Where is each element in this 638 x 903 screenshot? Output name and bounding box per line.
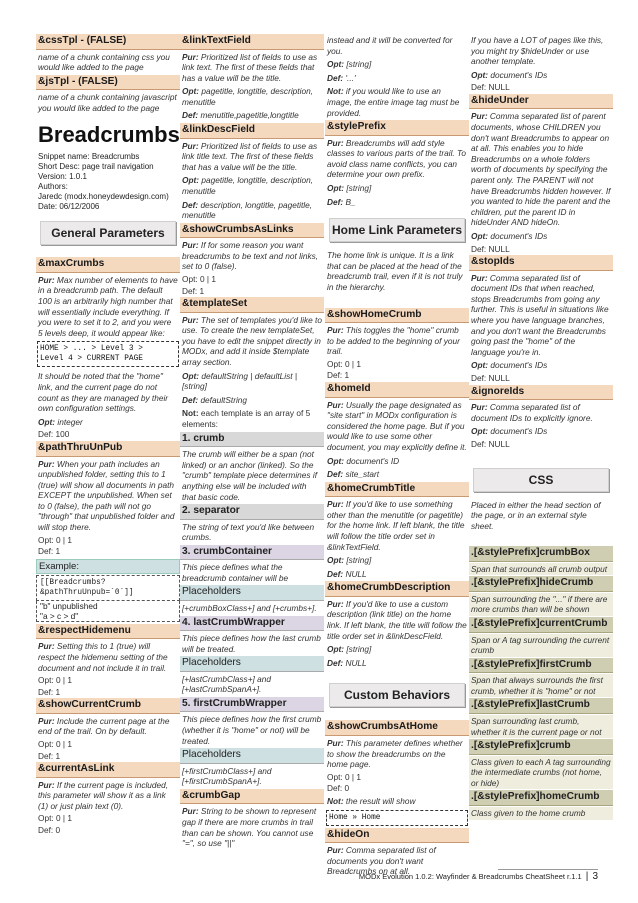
- column-4: [469, 34, 613, 821]
- placeholders-head: Placeholders: [180, 656, 324, 672]
- showcrumbsathome-opt: Opt: 0 | 1: [327, 771, 361, 782]
- pur-label: Pur:: [327, 737, 344, 748]
- showcurrent-def: Def: 1: [38, 750, 61, 761]
- param-head-linkdescfield: &linkDescField: [180, 123, 324, 139]
- showhomecrumb-opt: Opt: 0 | 1: [327, 358, 361, 369]
- pur-label: Pur:: [327, 325, 344, 336]
- placeholders-head: Placeholders: [180, 748, 324, 764]
- stopids-def: Def: NULL: [471, 373, 510, 384]
- param-head-linktextfield: &linkTextField: [180, 34, 324, 50]
- code-sample-maxcrumbs: HOME > ... > Level 3 > Level 4 > CURRENT PAGE: [37, 341, 179, 367]
- section-title-custom-behaviors: Custom Behaviors: [329, 683, 465, 707]
- css-class-head: .[&stylePrefix]crumbBox: [469, 546, 613, 562]
- pur-label: Pur:: [182, 314, 199, 325]
- pur-label: Pur:: [182, 806, 199, 817]
- templateset-note: [180, 407, 324, 430]
- footer: [359, 871, 598, 882]
- homecrumbdesc-def: [325, 657, 469, 670]
- template-head-separator: 2. separator: [180, 504, 324, 520]
- homecrumbdesc-opt: [325, 643, 469, 656]
- opt-label: Opt:: [182, 175, 200, 186]
- param-body-templateset: [180, 314, 324, 369]
- param-head-showcurrentcrumb: &showCurrentCrumb: [36, 698, 180, 714]
- param-body-crumbgap: [180, 805, 324, 849]
- opt-label: Opt:: [327, 59, 345, 70]
- param-head-currentaslink: &currentAsLink: [36, 762, 180, 778]
- param-body-linktextfield: [180, 51, 324, 85]
- hideon-opt-value: document's IDs: [488, 69, 548, 80]
- css-class-desc: Class given to the home crumb: [469, 807, 613, 820]
- def-label: Def:: [327, 568, 344, 579]
- meta-line: Authors:: [38, 182, 68, 192]
- maxcrumbs-note: It should be noted that the "home" link, and the current page do not count as they are managed by their own configuration settings.: [38, 371, 169, 414]
- maxcrumbs-text: Max number of elements to have in a breadcrumb path. The default 100 is an arbitrarily high number that will essentially include everything. If you were to set it to 2, and you were 5 levels deep, it would appear like:: [38, 274, 178, 338]
- meta-line: Jaredc (modx.honeydewdesign.com): [38, 192, 169, 202]
- crumbgap-note-text: if you would like to use an image, the entire image tag must be provided.: [327, 86, 460, 118]
- homecrumbtitle-opt: [325, 554, 469, 567]
- param-body-currentaslink: [36, 779, 180, 813]
- def-label: Def:: [327, 657, 344, 668]
- opt-label: Opt:: [182, 86, 200, 97]
- code-sample-home: Home » Home: [326, 810, 468, 826]
- param-body-homecrumbdescription: [325, 598, 469, 642]
- crumbgap-def-value: '...': [343, 72, 356, 83]
- param-head-paththru: &pathThruUnPub: [36, 441, 180, 457]
- meta-line: Snippet name: Breadcrumbs: [38, 152, 140, 162]
- template-body-crumb: The crumb will either be a span (not linked) or an anchor (linked). So the "crumb" template piece determines if anything else will be included with that basic code.: [182, 449, 318, 502]
- param-body-showhomecrumb: [325, 324, 469, 358]
- param-body-showcrumbsaslinks: [180, 239, 324, 273]
- opt-label: Opt:: [471, 426, 489, 437]
- paththru-def: Def: 1: [38, 546, 61, 557]
- footer-separator: |: [585, 871, 589, 882]
- param-head-respecthidemenu: &respectHidemenu: [36, 624, 180, 640]
- css-class-head: .[&stylePrefix]hideCrumb: [469, 576, 613, 592]
- linkdescfield-def-value: description, longtitle, pagetitle, menutitle: [182, 199, 313, 221]
- hideunder-opt-value: document's IDs: [488, 231, 548, 241]
- meta-line: Date: 06/12/2006: [38, 202, 100, 212]
- pur-label: Pur:: [471, 111, 488, 122]
- param-body-showcrumbsathome: [325, 737, 469, 771]
- opt-label: Opt:: [327, 455, 345, 466]
- param-head-maxcrumbs: &maxCrumbs: [36, 257, 180, 273]
- column-2: [180, 34, 324, 851]
- css-class-desc: Span surrounding the "..." if there are more crumbs than will be shown: [469, 593, 613, 616]
- css-class-desc: Span surrounding last crumb, whether it is the current page or not: [469, 715, 613, 738]
- linktextfield-def: [180, 109, 324, 122]
- param-head-stopids: &stopIds: [469, 255, 613, 271]
- hideunder-text: Comma separated list of parent documents, whose CHILDREN you don't want Breadcrumbs to appear on at all. This enables you to hide Breadcrumbs on a whole folders worth of documents by specifying the parent only. The PARENT will not have Breadcrumbs hidden however. If you wanted to hide the parent and the children, put the parent ID in hideUnder AND hideOn.: [471, 111, 611, 228]
- param-head-hideon: &hideOn: [325, 828, 469, 844]
- showcrumbsaslinks-text: If for some reason you want breadcrumbs to be text and not links, set to 0 (false).: [182, 240, 319, 272]
- templateset-note-text: each template is an array of 5 elements:: [182, 408, 311, 430]
- template-head-crumb: 1. crumb: [180, 432, 324, 448]
- hideon-text: Comma separated list of documents you don't want Breadcrumbs on at all.: [327, 845, 436, 877]
- def-label: Def:: [182, 199, 199, 210]
- homecrumbdesc-opt-value: [string]: [344, 644, 372, 655]
- not-label: Not:: [327, 86, 344, 97]
- param-body-maxcrumbs: [36, 274, 180, 340]
- param-body-respecthidemenu: [36, 640, 180, 674]
- footer-rule: [498, 869, 598, 870]
- styleprefix-def-value: B_: [343, 196, 356, 207]
- opt-label: Opt:: [327, 555, 345, 566]
- templateset-def: [180, 394, 324, 407]
- homeid-opt: [325, 455, 469, 468]
- opt-label: Opt:: [471, 231, 489, 241]
- pur-label: Pur:: [182, 140, 199, 151]
- showcrumbsathome-note: [325, 795, 469, 808]
- template-head-crumbcontainer: 3. crumbContainer: [180, 545, 324, 561]
- param-body-linkdescfield: [180, 140, 324, 174]
- param-body-homecrumbtitle: [325, 498, 469, 553]
- crumbgap-def: [325, 72, 469, 85]
- pur-label: Pur:: [327, 598, 344, 609]
- placeholders-body: [+crumbBoxClass+] and [+crumbs+].: [182, 602, 317, 613]
- ignoreids-text: Comma separated list of document IDs to explicitly ignore.: [471, 402, 593, 423]
- placeholders-body: [+firstCrumbClass+] and [+firstCrumbSpanA+].: [182, 765, 272, 787]
- hideunder-def: Def: NULL: [471, 243, 510, 254]
- param-head-homecrumbdescription: &homeCrumbDescription: [325, 581, 469, 597]
- hideon-def: Def: NULL: [471, 82, 510, 93]
- homecrumbtitle-def-value: NULL: [343, 568, 367, 579]
- section-title-css: CSS: [473, 468, 609, 492]
- styleprefix-text: Breadcrumbs will add style classes to various parts of the trail. To avoid class name conflicts, you can determine your own prefix.: [327, 137, 466, 180]
- pur-label: Pur:: [327, 499, 344, 510]
- homeid-def-value: site_start: [343, 469, 380, 480]
- param-head-homecrumbtitle: &homeCrumbTitle: [325, 482, 469, 498]
- css-class-head: .[&stylePrefix]lastCrumb: [469, 698, 613, 714]
- homeid-def: [325, 468, 469, 481]
- css-desc: Placed in either the head section of the page, or in an external style sheet.: [471, 499, 601, 531]
- stopids-opt: [469, 359, 613, 372]
- css-class-desc: Span or A tag surrounding the current crumb: [469, 634, 613, 657]
- footer-text: MODx Evolution 1.0.2: Wayfinder & Breadcrumbs CheatSheet r.1.1: [358, 872, 582, 881]
- example-code: [[Breadcrumbs? &pathThruUnpub=`0`]]: [36, 575, 180, 601]
- opt-label: Opt:: [327, 183, 345, 194]
- maxcrumbs-opt-value: integer: [57, 416, 83, 427]
- linkdescfield-text: Prioritized list of fields to use as link title text. The first of these fields that has a value will be the title.: [182, 140, 318, 172]
- template-head-lastcrumbwrapper: 4. lastCrumbWrapper: [180, 616, 324, 632]
- note-label: Not:: [182, 408, 199, 419]
- currentaslink-text: If the current page is included, this parameter will show it as a link (1) or just plain text (0).: [38, 779, 169, 811]
- opt-label: Opt:: [38, 416, 56, 427]
- pur-label: Pur:: [38, 779, 55, 790]
- param-body-paththru: [36, 458, 180, 534]
- template-body-firstcrumbwrapper: This piece defines how the first crumb (whether it is "home" or not) will be treated.: [182, 714, 322, 746]
- showhomecrumb-text: This toggles the "home" crumb to be added to the beginning of your trail.: [327, 325, 460, 357]
- param-head-templateset: &templateSet: [180, 297, 324, 313]
- param-head-jstpl: &jsTpl - (FALSE): [36, 75, 180, 91]
- styleprefix-def: [325, 196, 469, 209]
- styleprefix-opt: [325, 182, 469, 195]
- crumbgap-note: [325, 85, 469, 119]
- param-head-homeid: &homeId: [325, 382, 469, 398]
- stopids-text: Comma separated list of document IDs that when reached, stops Breadcrumbs from going any further. This is useful in situations like where you have language branches, and you don't want the Breadcrumbs going past the "home" of the language you're in.: [471, 272, 609, 357]
- crumbgap-opt-value: [string]: [344, 59, 372, 70]
- currentaslink-def: Def: 0: [38, 825, 61, 836]
- homeid-text: Usually the page designated as "site start" in MODx configuration is considered the home page. But if you would like to use some other document, you may explicitly define it.: [327, 399, 467, 452]
- crumbgap-continued: instead and it will be converted for you.: [327, 35, 453, 56]
- pur-label: Pur:: [182, 51, 199, 62]
- param-body-ignoreids: [469, 401, 613, 424]
- linktextfield-def-value: menutitle,pagetitle,longtitle: [198, 110, 299, 121]
- templateset-opt: [180, 370, 324, 393]
- pur-label: Pur:: [327, 399, 344, 410]
- linktextfield-text: Prioritized list of fields to use as link text. The first of these fields that has a value will be the title.: [182, 51, 318, 83]
- homecrumbtitle-opt-value: [string]: [344, 555, 372, 566]
- linkdescfield-opt-value: pagetitle, longtitle, description, menutitle: [182, 175, 313, 196]
- section-title-general: General Parameters: [40, 221, 176, 245]
- meta-line: Short Desc: page trail navigation: [38, 162, 154, 172]
- def-label: Def:: [182, 110, 199, 121]
- template-body-separator: The string of text you'd like between crumbs.: [182, 521, 315, 543]
- pur-label: Pur:: [471, 402, 488, 413]
- param-body-stopids: [469, 272, 613, 359]
- hideon-continued: If you have a LOT of pages like this, you might try $hideUnder or use another template.: [471, 35, 604, 67]
- css-class-head: .[&stylePrefix]currentCrumb: [469, 617, 613, 633]
- param-body-jstpl: name of a chunk containing javascript you would like added to the page: [38, 92, 177, 113]
- paththru-text: When your path includes an unpublished folder, setting this to 1 (true) will show all documents in path EXCEPT the unpublished. When set to 0 (false), the path will not go "through" that unpublished folder and will stop there.: [38, 458, 175, 533]
- maxcrumbs-opt: [36, 416, 180, 429]
- param-head-showhomecrumb: &showHomeCrumb: [325, 308, 469, 324]
- crumbgap-text: String to be shown to represent gap if there are more crumbs in trail than can be shown. You cannot use "=", so use "||": [182, 806, 317, 849]
- opt-label: Opt:: [182, 370, 200, 381]
- example-label: Example:: [39, 560, 79, 572]
- home-link-desc: The home link is unique. It is a link that can be placed at the head of the breadcrumb trail, even if it is not truly in the hierarchy.: [327, 250, 463, 292]
- pur-label: Pur:: [38, 458, 55, 469]
- def-label: Def:: [327, 72, 344, 83]
- paththru-opt: Opt: 0 | 1: [38, 534, 72, 545]
- homecrumbtitle-text: If you'd like to use something other than the menutitle (or pagetitle) for the home link. If left blank, the title will follow the title order set in &linkTextField.: [327, 499, 465, 552]
- param-head-showcrumbsathome: &showCrumbsAtHome: [325, 720, 469, 736]
- not-label: Not:: [327, 795, 344, 806]
- css-class-head: .[&stylePrefix]homeCrumb: [469, 790, 613, 806]
- example-note: "a > c > d": [40, 610, 79, 621]
- param-body-styleprefix: [325, 137, 469, 181]
- example-notes: [36, 601, 180, 622]
- showcurrent-text: Include the current page at the end of the trail. On by default.: [38, 715, 170, 737]
- homecrumbdesc-def-value: NULL: [343, 657, 367, 668]
- template-body-lastcrumbwrapper: This piece defines how the last crumb will be treated.: [182, 633, 321, 654]
- meta-line: Version: 1.0.1: [38, 172, 87, 182]
- page-title: Breadcrumbs: [38, 122, 180, 148]
- param-head-hideunder: &hideUnder: [469, 94, 613, 110]
- pur-label: Pur:: [327, 137, 344, 148]
- hideon-opt: [469, 69, 613, 82]
- styleprefix-opt-value: [string]: [344, 183, 372, 194]
- homecrumbtitle-def: [325, 568, 469, 581]
- pur-label: Pur:: [471, 272, 488, 283]
- pur-label: Pur:: [327, 845, 344, 855]
- def-label: Def:: [182, 394, 199, 405]
- ignoreids-opt-value: document's IDs: [488, 426, 548, 437]
- section-title-home-link: Home Link Parameters: [329, 218, 465, 242]
- param-body-hideunder: [469, 110, 613, 229]
- param-head-ignoreids: &ignoreIds: [469, 385, 613, 401]
- respect-opt: Opt: 0 | 1: [38, 675, 72, 686]
- hideunder-opt: [469, 230, 613, 243]
- showcrumbsathome-text: This parameter defines whether to show the breadcrumbs on the home page.: [327, 737, 463, 770]
- css-class-head: .[&stylePrefix]crumb: [469, 739, 613, 755]
- css-class-desc: Span that always surrounds the first crumb, whether it is "home" or not: [469, 674, 613, 697]
- maxcrumbs-def: Def: 100: [38, 429, 70, 440]
- pur-label: Pur:: [182, 240, 199, 251]
- def-label: Def:: [327, 196, 344, 207]
- showcrumbsaslinks-def: Def: 1: [182, 285, 205, 296]
- respect-text: Setting this to 1 (true) will respect the hidemenu setting of the document and not include it in trail.: [38, 641, 168, 673]
- placeholders-body: [+lastCrumbClass+] and [+lastCrumbSpanA+].: [182, 673, 272, 695]
- linkdescfield-opt: [180, 174, 324, 197]
- templateset-opt-value: defaultString | defaultList | [string]: [182, 370, 298, 392]
- ignoreids-def: Def: NULL: [471, 438, 510, 449]
- linkdescfield-def: [180, 199, 324, 222]
- template-head-firstcrumbwrapper: 5. firstCrumbWrapper: [180, 697, 324, 713]
- crumbgap-opt: [325, 58, 469, 71]
- pur-label: Pur:: [38, 274, 55, 285]
- placeholders-head: Placeholders: [180, 585, 324, 601]
- linktextfield-opt-value: pagetitle, longtitle, description, menutitle: [182, 86, 313, 107]
- currentaslink-opt: Opt: 0 | 1: [38, 813, 72, 824]
- homeid-opt-value: document's ID: [344, 455, 400, 466]
- opt-label: Opt:: [471, 360, 489, 371]
- snippet-meta: [36, 152, 180, 212]
- pur-label: Pur:: [38, 641, 55, 652]
- css-class-desc: Class given to each A tag surrounding the intermediate crumbs (not home, or hide): [469, 756, 613, 790]
- linktextfield-opt: [180, 85, 324, 108]
- templateset-text: The set of templates you'd like to use. To create the new templateSet, you have to edit the snippet directly in MODx, and add it inside $template array section.: [182, 314, 322, 368]
- css-class-head: .[&stylePrefix]firstCrumb: [469, 658, 613, 674]
- param-head-crumbgap: &crumbGap: [180, 789, 324, 805]
- param-body-showcurrentcrumb: [36, 715, 180, 738]
- opt-label: Opt:: [471, 69, 489, 80]
- param-head-styleprefix: &stylePrefix: [325, 120, 469, 136]
- respect-def: Def: 1: [38, 686, 61, 697]
- opt-label: Opt:: [327, 644, 345, 655]
- templateset-def-value: defaultString: [198, 394, 248, 405]
- pur-label: Pur:: [38, 715, 55, 726]
- homecrumbdesc-text: If you'd like to use a custom description (link title) on the home link. If left blank, the title will follow the title order set in &linkDescField.: [327, 598, 467, 641]
- column-1: [36, 34, 180, 837]
- column-3: [325, 34, 469, 879]
- page-number: 3: [592, 871, 598, 882]
- param-body-csstpl: name of a chunk containing css you would like added to the page: [38, 51, 170, 73]
- showcurrent-opt: Opt: 0 | 1: [38, 739, 72, 749]
- example-box: [36, 559, 180, 574]
- example-note: "b" unpublished: [40, 600, 98, 611]
- css-class-desc: Span that surrounds all crumb output: [469, 563, 613, 576]
- ignoreids-opt: [469, 425, 613, 438]
- template-body-crumbcontainer: This piece defines what the breadcrumb container will be: [182, 562, 289, 583]
- showcrumbsaslinks-opt: Opt: 0 | 1: [182, 274, 216, 284]
- param-head-csstpl: &cssTpl - (FALSE): [36, 34, 180, 50]
- param-head-showcrumbsaslinks: &showCrumbsAsLinks: [180, 223, 324, 239]
- def-label: Def:: [327, 469, 344, 480]
- param-body-homeid: [325, 399, 469, 454]
- showhomecrumb-def: Def: 1: [327, 370, 350, 381]
- showcrumbsathome-note-text: the result will show: [343, 795, 416, 806]
- showcrumbsathome-def: Def: 0: [327, 783, 350, 794]
- stopids-opt-value: document's IDs: [488, 360, 548, 371]
